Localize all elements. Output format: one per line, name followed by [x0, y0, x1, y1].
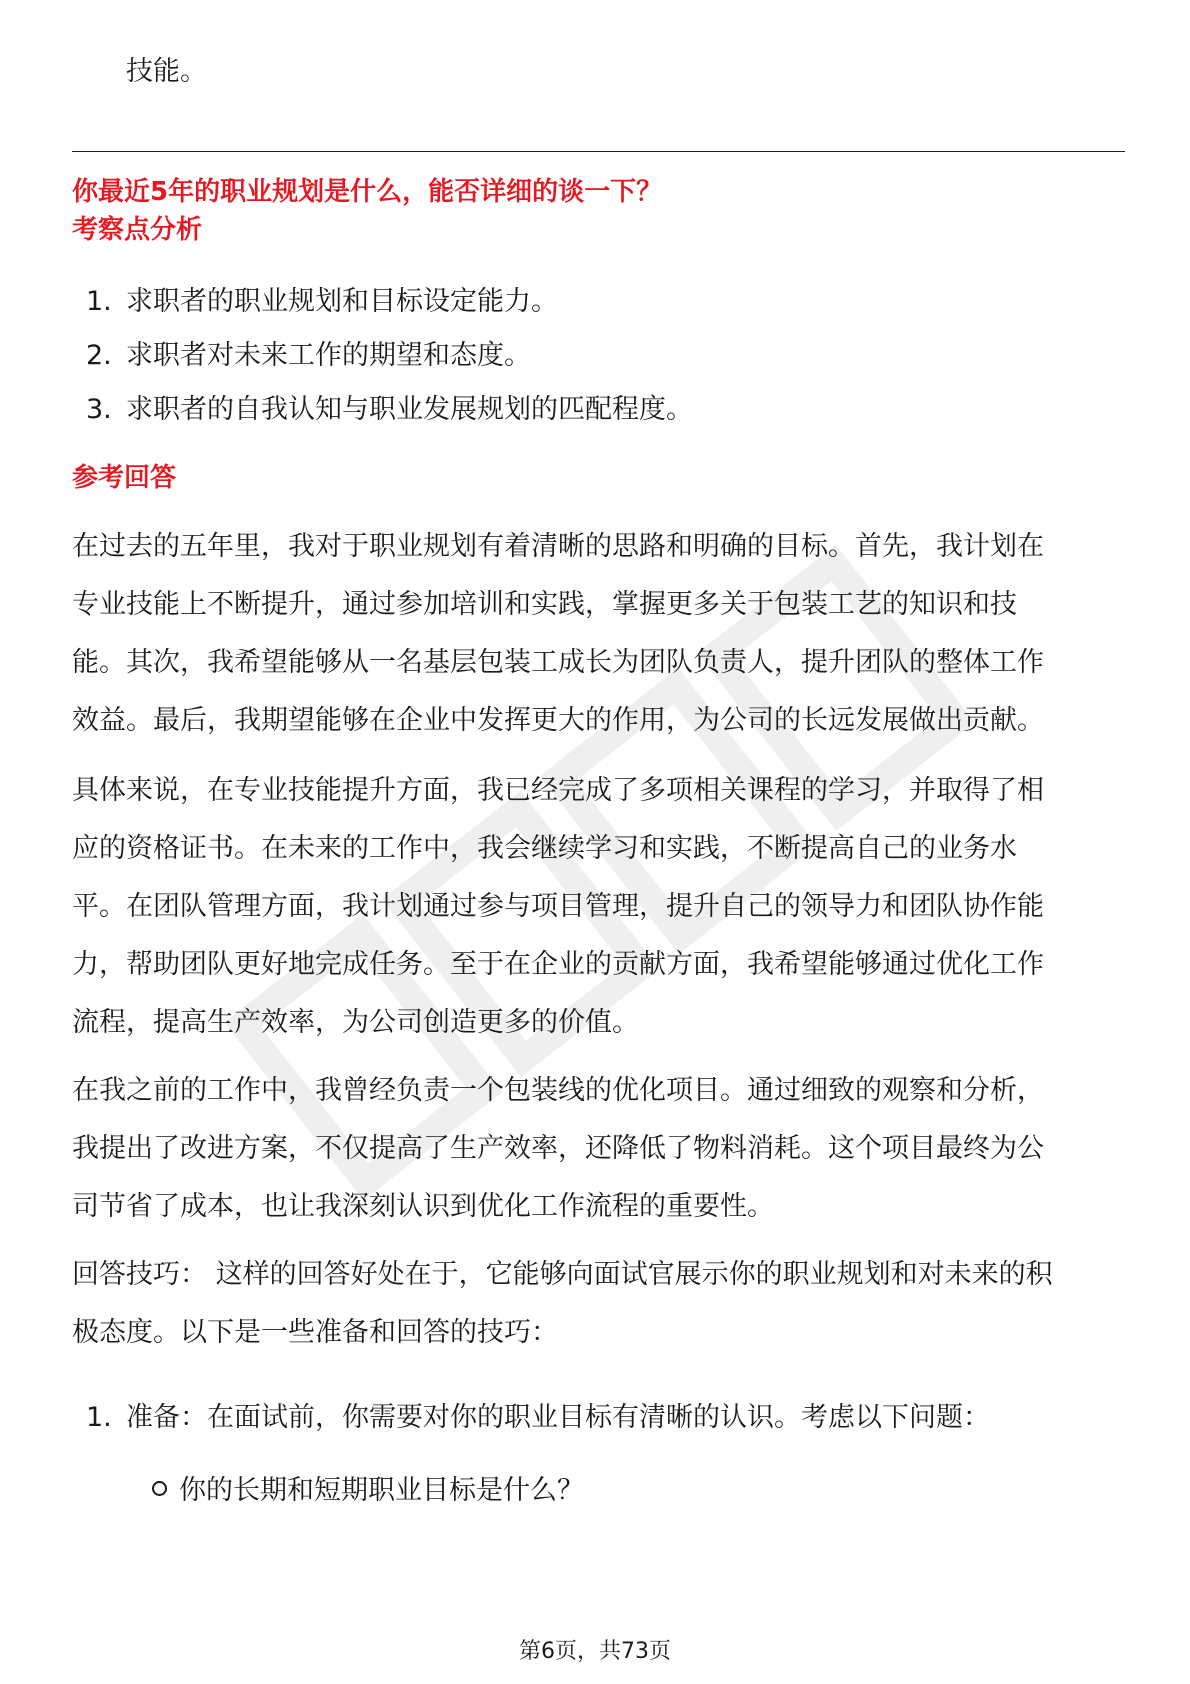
answer-paragraph-3: [72, 1062, 1132, 1236]
list-number: 1.: [86, 1402, 112, 1433]
list-item: [72, 327, 1125, 385]
sub-list-text: 你的长期和短期职业目标是什么？: [179, 1475, 584, 1506]
list-number: 2.: [86, 340, 112, 371]
section-divider: [72, 151, 1125, 152]
list-text: 准备：在面试前，你需要对你的职业目标有清晰的认识。考虑以下问题：: [126, 1402, 990, 1433]
paragraph-line: 极态度。以下是一些准备和回答的技巧：: [72, 1317, 558, 1348]
analysis-heading: 考察点分析: [72, 215, 203, 245]
list-number: 1.: [86, 286, 112, 317]
paragraph-line: 在过去的五年里，我对于职业规划有着清晰的思路和明确的目标。首先，我计划在: [72, 531, 1044, 562]
sub-list-item: [152, 1462, 584, 1520]
list-item: [72, 381, 1125, 439]
list-text: 求职者的职业规划和目标设定能力。: [126, 286, 558, 317]
answer-tips-paragraph: [72, 1246, 1132, 1362]
tips-list: [72, 1389, 1125, 1447]
paragraph-line: 回答技巧： 这样的回答好处在于，它能够向面试官展示你的职业规划和对未来的积: [72, 1259, 1053, 1290]
answer-heading: 参考回答: [72, 463, 177, 493]
question-title: 你最近5年的职业规划是什么，能否详细的谈一下？: [72, 177, 663, 207]
paragraph-line: 司节省了成本，也让我深刻认识到优化工作流程的重要性。: [72, 1191, 774, 1222]
paragraph-line: 具体来说，在专业技能提升方面，我已经完成了多项相关课程的学习，并取得了相: [72, 775, 1044, 806]
hollow-bullet-icon: [152, 1481, 167, 1496]
page-footer: 第6页，共73页: [519, 1639, 671, 1664]
paragraph-line: 我提出了改进方案，不仅提高了生产效率，还降低了物料消耗。这个项目最终为公: [72, 1133, 1044, 1164]
paragraph-line: 在我之前的工作中，我曾经负责一个包装线的优化项目。通过细致的观察和分析，: [72, 1075, 1044, 1106]
paragraph-line: 效益。最后，我期望能够在企业中发挥更大的作用，为公司的长远发展做出贡献。: [72, 705, 1044, 736]
list-text: 求职者对未来工作的期望和态度。: [126, 340, 531, 371]
answer-paragraph-2: [72, 762, 1132, 1052]
answer-paragraph-1: [72, 518, 1132, 750]
paragraph-line: 能。其次，我希望能够从一名基层包装工成长为团队负责人，提升团队的整体工作: [72, 647, 1044, 678]
paragraph-line: 平。在团队管理方面，我计划通过参与项目管理，提升自己的领导力和团队协作能: [72, 891, 1044, 922]
paragraph-line: 应的资格证书。在未来的工作中，我会继续学习和实践，不断提高自己的业务水: [72, 833, 1017, 864]
list-text: 求职者的自我认知与职业发展规划的匹配程度。: [126, 394, 693, 425]
list-number: 3.: [86, 394, 112, 425]
paragraph-line: 力，帮助团队更好地完成任务。至于在企业的贡献方面，我希望能够通过优化工作: [72, 949, 1044, 980]
analysis-list: [72, 273, 1125, 439]
continuation-text: 技能。: [126, 56, 207, 87]
paragraph-line: 流程，提高生产效率，为公司创造更多的价值。: [72, 1007, 639, 1038]
list-item: [72, 1389, 1125, 1447]
list-item: [72, 273, 1125, 331]
paragraph-line: 专业技能上不断提升，通过参加培训和实践，掌握更多关于包装工艺的知识和技: [72, 589, 1017, 620]
